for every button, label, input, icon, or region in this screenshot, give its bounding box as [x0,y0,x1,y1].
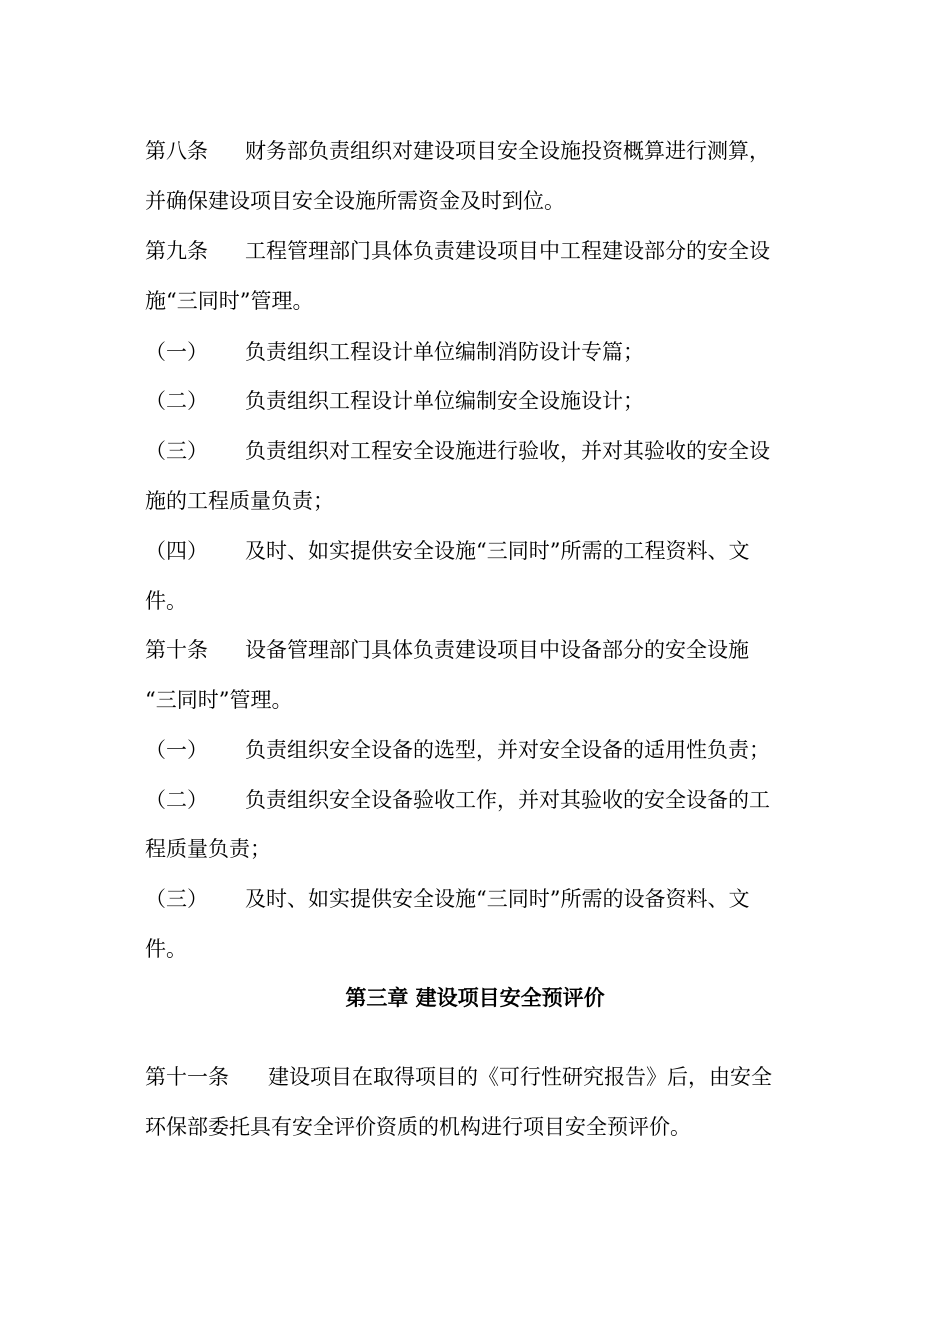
article-11-line [145,1062,772,1092]
article-10-item-2-continuation: 程质量负责； [145,837,271,861]
article-10-continuation: “三同时”管理。 [145,688,293,712]
item-text: 负责组织工程设计单位编制消防设计专篇； [245,340,644,364]
article-9-item-2 [145,386,644,416]
chapter-heading: 第三章 建设项目安全预评价 [345,986,605,1010]
item-text: 负责组织安全设备验收工作，并对其验收的安全设备的工 [245,788,770,812]
article-9-item-3-continuation: 施的工程质量负责； [145,489,334,513]
item-text: 负责组织对工程安全设施进行验收，并对其验收的安全设 [245,439,770,463]
item-label: （四） [145,539,208,563]
item-label: （二） [145,389,208,413]
article-8-line [145,136,770,166]
article-10-line [145,635,749,665]
article-10-item-1 [145,735,770,765]
article-9-continuation: 施“三同时”管理。 [145,289,314,313]
article-10-item-3 [145,884,750,914]
item-text: 负责组织安全设备的选型，并对安全设备的适用性负责； [245,738,770,762]
article-8-continuation: 并确保建设项目安全设施所需资金及时到位。 [145,189,565,213]
item-label: （三） [145,887,208,911]
article-9-item-4 [145,536,750,566]
article-9-label: 第九条 [145,239,208,263]
item-text: 及时、如实提供安全设施“三同时”所需的设备资料、文 [245,887,750,911]
article-8-text: 财务部负责组织对建设项目安全设施投资概算进行测算， [245,139,770,163]
article-9-item-1 [145,337,644,367]
article-10-label: 第十条 [145,638,208,662]
item-label: （一） [145,340,208,364]
item-label: （三） [145,439,208,463]
article-9-line [145,236,770,266]
article-10-item-2 [145,785,770,815]
article-9-item-4-continuation: 件。 [145,589,187,613]
article-9-item-3 [145,436,770,466]
item-label: （一） [145,738,208,762]
article-11-text: 建设项目在取得项目的《可行性研究报告》后，由安全 [268,1065,772,1089]
item-text: 负责组织工程设计单位编制安全设施设计； [245,389,644,413]
article-9-text: 工程管理部门具体负责建设项目中工程建设部分的安全设 [245,239,770,263]
article-10-text: 设备管理部门具体负责建设项目中设备部分的安全设施 [245,638,749,662]
article-11-continuation: 环保部委托具有安全评价资质的机构进行项目安全预评价。 [145,1115,691,1139]
item-text: 及时、如实提供安全设施“三同时”所需的工程资料、文 [245,539,750,563]
article-10-item-3-continuation: 件。 [145,937,187,961]
article-11-label: 第十一条 [145,1065,229,1089]
item-label: （二） [145,788,208,812]
article-8-label: 第八条 [145,139,208,163]
